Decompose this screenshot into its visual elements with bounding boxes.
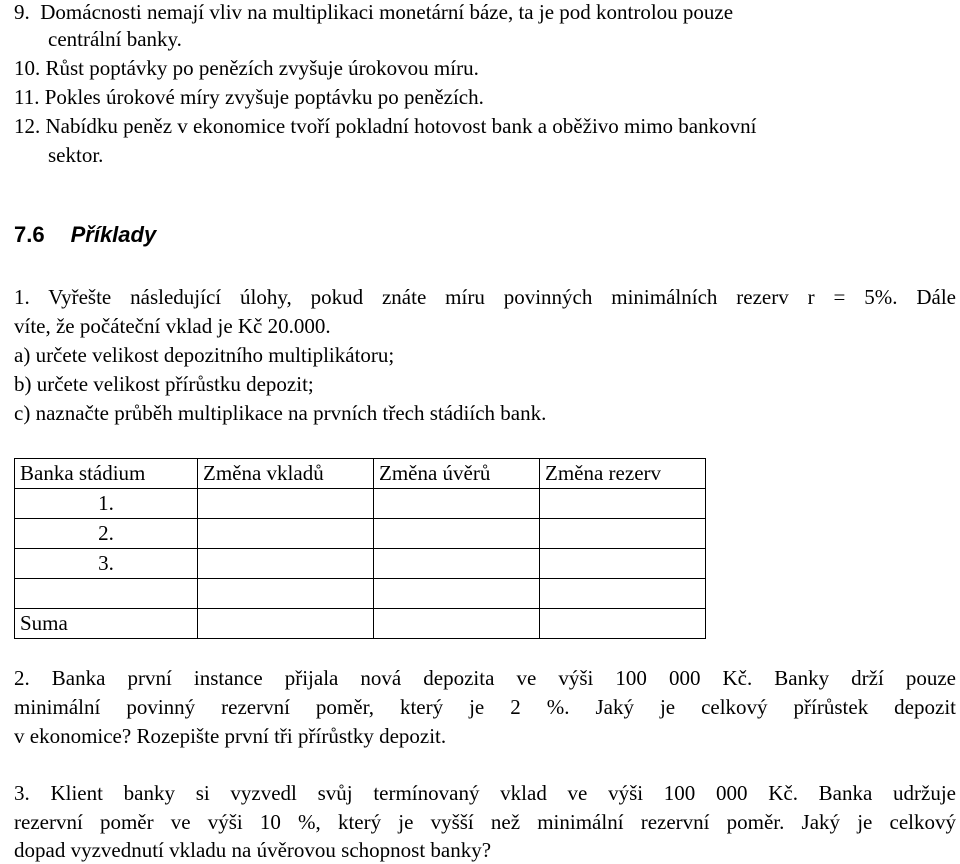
table-row — [15, 579, 706, 609]
exercise-3-line-1: 3. Klient banky si vyzvedl svůj termínovaný vklad ve výši 100 000 Kč. Banka udržuje — [14, 781, 956, 805]
table-cell — [374, 549, 540, 579]
table-header-loan-change: Změna úvěrů — [374, 459, 540, 489]
exercise-2-line-2: minimální povinný rezervní poměr, který je 2 %. Jaký je celkový přírůstek depozit — [14, 695, 956, 719]
table-header-reserve-change: Změna rezerv — [540, 459, 706, 489]
exercise-2-line-1: 2. Banka první instance přijala nová depozita ve výši 100 000 Kč. Banky drží pouze — [14, 666, 956, 690]
exercise-1-task-c: c) naznačte průběh multiplikace na prvních třech stádiích bank. — [14, 401, 547, 425]
table-cell — [540, 579, 706, 609]
exercise-1-task-b: b) určete velikost přírůstku depozit; — [14, 372, 314, 396]
section-number: 7.6 — [14, 222, 45, 247]
table-cell — [198, 489, 374, 519]
table-header-bank-stage: Banka stádium — [15, 459, 198, 489]
section-heading — [14, 222, 156, 248]
table-cell — [540, 519, 706, 549]
table-cell — [540, 489, 706, 519]
table-row — [15, 519, 706, 549]
exercise-3-line-2: rezervní poměr ve výši 10 %, který je vyšší než minimální rezervní poměr. Jaký je celkový — [14, 810, 956, 834]
table-header-deposit-change: Změna vkladů — [198, 459, 374, 489]
multiplication-table — [14, 458, 706, 639]
table-cell — [198, 549, 374, 579]
table-cell — [198, 519, 374, 549]
exercise-1-task-a: a) určete velikost depozitního multiplikátoru; — [14, 343, 395, 367]
exercise-1-line-2: víte, že počáteční vklad je Kč 20.000. — [14, 314, 331, 338]
table-cell — [540, 609, 706, 639]
table-row-sum — [15, 609, 706, 639]
table-row — [15, 549, 706, 579]
table-cell-stage — [15, 579, 198, 609]
table-cell — [540, 549, 706, 579]
table-cell-stage: 2. — [15, 519, 198, 549]
table-cell — [374, 519, 540, 549]
table-cell — [198, 579, 374, 609]
table-cell — [374, 609, 540, 639]
table-cell — [374, 489, 540, 519]
section-title: Příklady — [70, 222, 157, 247]
table-cell-sum-label: Suma — [15, 609, 198, 639]
table-cell — [198, 609, 374, 639]
table-header-row — [15, 459, 706, 489]
exercise-2-line-3: v ekonomice? Rozepište první tři přírůstky depozit. — [14, 724, 447, 748]
exercise-1-line-1: 1. Vyřešte následující úlohy, pokud znáte míru povinných minimálních rezerv r = 5%. Dále — [14, 285, 956, 309]
list-item-11: 11. Pokles úrokové míry zvyšuje poptávku po penězích. — [14, 85, 484, 109]
table-row — [15, 489, 706, 519]
list-item-12-line-1: 12. Nabídku peněz v ekonomice tvoří pokladní hotovost bank a oběživo mimo bankovní — [14, 114, 757, 138]
table-cell-stage: 3. — [15, 549, 198, 579]
list-item-12-line-2: sektor. — [48, 143, 104, 167]
exercise-3-line-3: dopad vyzvednutí vkladu na úvěrovou schopnost banky? — [14, 838, 492, 862]
table-cell-stage: 1. — [15, 489, 198, 519]
list-item-10: 10. Růst poptávky po penězích zvyšuje úrokovou míru. — [14, 56, 479, 80]
list-item-9-line-2: centrální banky. — [48, 27, 182, 51]
table-cell — [374, 579, 540, 609]
list-item-9-line-1: 9. Domácnosti nemají vliv na multiplikaci monetární báze, ta je pod kontrolou pouze — [14, 0, 734, 24]
